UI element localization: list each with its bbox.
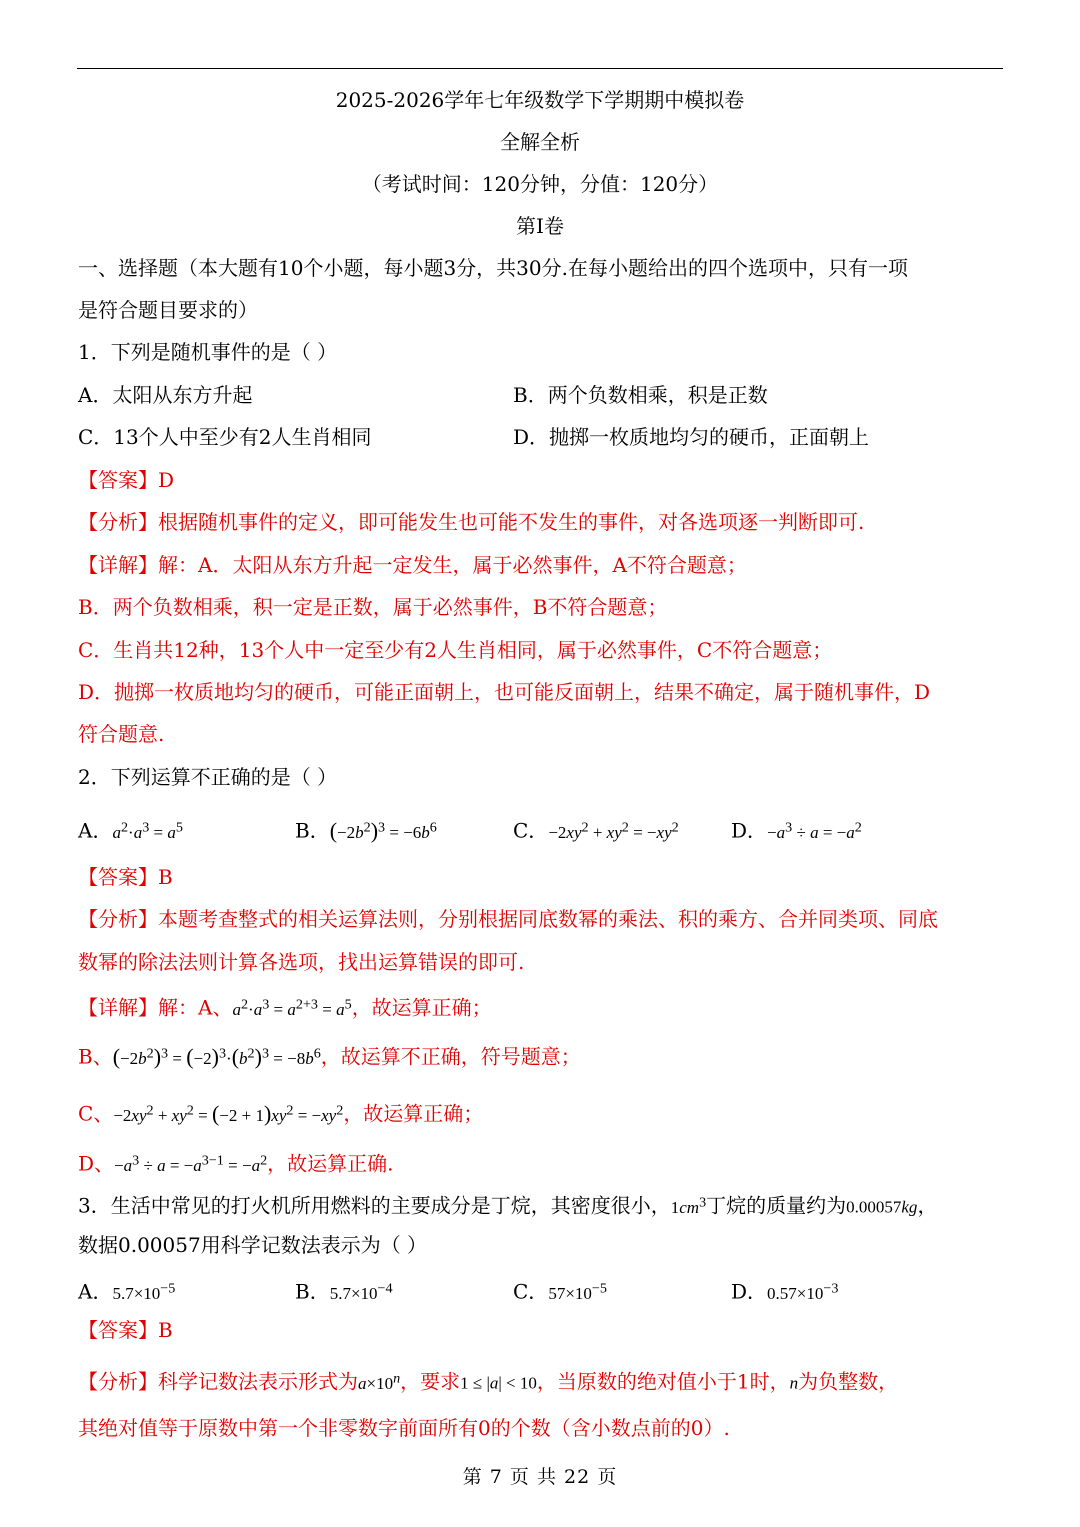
q1-option-b: B．两个负数相乘，积是正数 [513, 383, 768, 407]
q3-n-symbol: n [789, 1373, 799, 1393]
q2-detail-d-formula: $-a^3 \div a = -a^{3-1} = -a^2$ [114, 1152, 268, 1175]
q2-stem: 2．下列运算不正确的是（ ） [78, 765, 338, 789]
q3-option-b-formula: $5.7\times 10^{-4}$ [329, 1280, 393, 1303]
q3-analysis-1: 【分析】科学记数法表示形式为$a\times 10^n$，要求1 ≤ |a| < 10，当原数的绝对值小于1时，n为负整数， [78, 1369, 899, 1394]
q2-detail-c-formula: $-2xy^2 + xy^2 = (-2 + 1)xy^2 = -xy^2$ [113, 1100, 344, 1126]
exam-subtitle: 全解全析 [500, 130, 580, 154]
q3-option-c-formula: $57\times 10^{-5}$ [548, 1280, 607, 1303]
q1-answer: 【答案】D [78, 468, 175, 492]
section-heading-line1: 一、选择题（本大题有10个小题，每小题3分，共30分.在每小题给出的四个选项中，只有一项 [78, 256, 908, 280]
q2-option-a: A．$a^2\cdot a^3 = a^5$ [78, 818, 183, 843]
q1-stem: 1．下列是随机事件的是（ ） [78, 340, 338, 364]
q2-detail-a: 【详解】解：A、$a^2\cdot a^3 = a^{2+3} = a^5$，故运算正确； [78, 995, 492, 1020]
volume-label: 第Ⅰ卷 [516, 214, 564, 238]
q2-analysis-2: 数幂的除法法则计算各选项，找出运算错误的即可. [78, 950, 525, 974]
q2-analysis-1: 【分析】本题考查整式的相关运算法则，分别根据同底数幂的乘法、积的乘方、合并同类项、同底 [78, 907, 938, 931]
q3-option-d-formula: $0.57\times 10^{-3}$ [767, 1280, 839, 1303]
q3-option-d: D．$0.57\times 10^{-3}$ [731, 1279, 839, 1304]
q3-notation-formula: $a\times 10^n$ [358, 1370, 401, 1393]
q1-detail-1: 【详解】解：A．太阳从东方升起一定发生，属于必然事件，A不符合题意； [78, 553, 747, 577]
q2-option-b: B．$(-2b^2)^3 = -6b^6$ [295, 817, 437, 843]
q3-stem-1: 3．生活中常见的打火机所用燃料的主要成分是丁烷，其密度很小，$1cm^3$丁烷的质量约为0.00057kg， [78, 1193, 938, 1218]
q2-option-c: C．$-2xy^2 + xy^2 = -xy^2$ [513, 818, 679, 843]
q2-detail-c: C、$-2xy^2 + xy^2 = (-2 + 1)xy^2 = -xy^2$，故运算正确； [78, 1100, 484, 1126]
q2-detail-b-formula: $(-2b^2)^3 = (-2)^3\cdot(b^2)^3 = -8b^6$ [112, 1043, 321, 1069]
page-footer: 第 7 页 共 22 页 [462, 1466, 618, 1488]
q1-option-a: A．太阳从东方升起 [78, 383, 253, 407]
q1-option-c: C．13个人中至少有2人生肖相同 [78, 425, 372, 449]
q3-option-a: A．$5.7\times 10^{-5}$ [78, 1279, 176, 1304]
q1-detail-4: D．抛掷一枚质地均匀的硬币，可能正面朝上，也可能反面朝上，结果不确定，属于随机事件，D [78, 680, 931, 704]
q3-range-formula: 1 ≤ |a| < 10 [460, 1373, 537, 1393]
q3-stem-2: 数据0.00057用科学记数法表示为（ ） [78, 1233, 428, 1257]
q2-detail-b: B、$(-2b^2)^3 = (-2)^3\cdot(b^2)^3 = -8b^6$，故运算不正确，符号题意； [78, 1043, 581, 1069]
q3-analysis-2: 其绝对值等于原数中第一个非零数字前面所有0的个数（含小数点前的0）. [78, 1416, 730, 1440]
q3-option-c: C．$57\times 10^{-5}$ [513, 1279, 607, 1304]
q2-detail-d: D、$-a^3 \div a = -a^{3-1} = -a^2$，故运算正确. [78, 1151, 394, 1176]
q1-detail-5: 符合题意. [78, 722, 165, 746]
exam-info: （考试时间：120分钟，分值：120分） [361, 172, 719, 196]
q3-unit-formula: $1cm^3$ [670, 1194, 707, 1217]
q2-option-c-formula: $-2xy^2 + xy^2 = -xy^2$ [548, 819, 679, 842]
q3-answer: 【答案】B [78, 1318, 173, 1342]
section-heading-line2: 是符合题目要求的） [78, 298, 258, 322]
q2-option-d-formula: $-a^3 \div a = -a^2$ [767, 819, 862, 842]
q2-option-b-formula: $(-2b^2)^3 = -6b^6$ [329, 817, 437, 843]
q2-answer: 【答案】B [78, 865, 173, 889]
q3-mass-formula: 0.00057kg [846, 1197, 918, 1217]
q2-option-d: D．$-a^3 \div a = -a^2$ [731, 818, 862, 843]
q1-analysis: 【分析】根据随机事件的定义，即可能发生也可能不发生的事件，对各选项逐一判断即可. [78, 510, 865, 534]
q1-option-d: D．抛掷一枚质地均匀的硬币，正面朝上 [513, 425, 870, 449]
q3-option-b: B．$5.7\times 10^{-4}$ [295, 1279, 393, 1304]
q2-detail-a-formula: $a^2\cdot a^3 = a^{2+3} = a^5$ [232, 996, 352, 1019]
header-rule [77, 68, 1003, 69]
q1-detail-2: B．两个负数相乘，积一定是正数，属于必然事件，B不符合题意； [78, 595, 668, 619]
q3-option-a-formula: $5.7\times 10^{-5}$ [112, 1280, 176, 1303]
exam-title: 2025-2026学年七年级数学下学期期中模拟卷 [335, 88, 745, 112]
q1-detail-3: C．生肖共12种，13个人中一定至少有2人生肖相同，属于必然事件，C不符合题意； [78, 638, 833, 662]
q2-option-a-formula: $a^2\cdot a^3 = a^5$ [112, 819, 183, 842]
